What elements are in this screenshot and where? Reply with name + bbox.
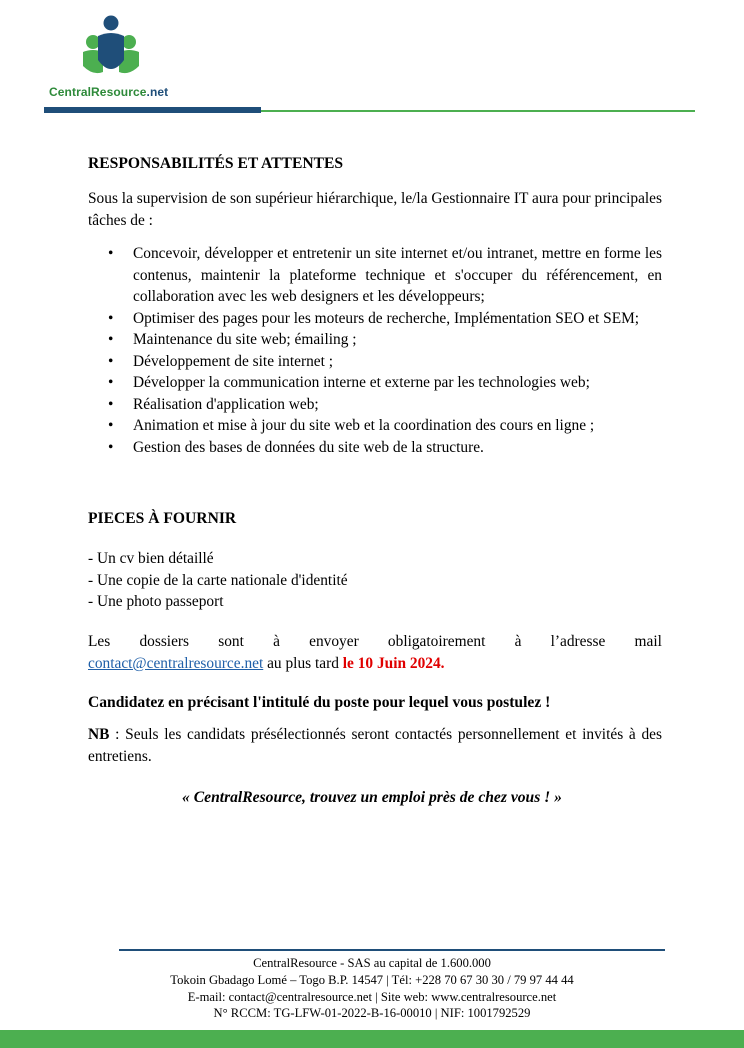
dossier-first-line <box>88 631 662 653</box>
list-item: • Développer la communication interne et externe par les technologies web; <box>88 372 662 394</box>
list-item: - Une photo passeport <box>88 593 224 610</box>
dossier-word: Les <box>88 633 111 650</box>
list-item: • Optimiser des pages pour les moteurs de recherche, Implémentation SEO et SEM; <box>88 308 662 330</box>
dossier-word: obligatoirement <box>387 633 486 650</box>
dossier-word: sont <box>218 633 244 650</box>
task-list <box>88 243 662 458</box>
dossier-word: l’adresse <box>550 633 606 650</box>
dossier-word: envoyer <box>309 633 359 650</box>
dossier-word: mail <box>634 633 662 650</box>
footer-bar-green <box>0 1030 744 1048</box>
section-title-pieces: PIECES À FOURNIR <box>88 510 237 527</box>
brand-name <box>49 85 168 99</box>
footer-registration: N° RCCM: TG-LFW-01-2022-B-16-00010 | NIF: 1001792529 <box>213 1006 531 1021</box>
company-logo-icon <box>76 14 146 84</box>
section-intro: Sous la supervision de son supérieur hiérarchique, le/la Gestionnaire IT aura pour principales tâches de : <box>88 190 662 229</box>
list-item: • Maintenance du site web; émailing ; <box>88 329 662 351</box>
header-bar-green <box>261 110 695 112</box>
nb-label: NB <box>88 726 110 743</box>
list-item: - Une copie de la carte nationale d'identité <box>88 571 348 589</box>
brand-name-suffix: .net <box>146 85 169 99</box>
dossier-word: dossiers <box>139 633 190 650</box>
contact-email-link[interactable]: contact@centralresource.net <box>88 654 264 672</box>
list-item: • Gestion des bases de données du site web de la structure. <box>88 437 662 459</box>
list-item: • Réalisation d'application web; <box>88 394 662 416</box>
list-item: • Concevoir, développer et entretenir un site internet et/ou intranet, mettre en forme les contenus, maintenir la plateforme technique et s'occuper du référencement, en collaboration avec les web designers et les développeurs; <box>88 243 662 308</box>
header-bar-blue <box>44 107 261 113</box>
dossier-word: à <box>514 633 522 650</box>
list-item: - Un cv bien détaillé <box>88 550 214 567</box>
call-to-action: Candidatez en précisant l'intitulé du poste pour lequel vous postulez ! <box>88 694 551 711</box>
deadline-date: le 10 Juin 2024. <box>342 654 445 672</box>
deadline-prefix: au plus tard <box>263 654 343 672</box>
nb-paragraph <box>88 724 662 767</box>
footer-company: CentralResource - SAS au capital de 1.600.000 <box>253 956 491 970</box>
footer-divider <box>119 949 665 951</box>
brand-name-main: CentralResource <box>49 85 147 99</box>
dossier-second-line <box>88 653 662 675</box>
documents-list <box>88 548 348 613</box>
section-title-responsabilites: RESPONSABILITÉS ET ATTENTES <box>88 155 344 172</box>
list-item: • Animation et mise à jour du site web et la coordination des cours en ligne ; <box>88 415 662 437</box>
slogan: « CentralResource, trouvez un emploi près de chez vous ! » <box>182 789 562 806</box>
footer-contact: E-mail: contact@centralresource.net | Site web: www.centralresource.net <box>187 989 557 1004</box>
dossier-word: à <box>273 633 280 650</box>
footer <box>0 955 744 1022</box>
list-item: • Développement de site internet ; <box>88 351 662 373</box>
footer-address: Tokoin Gbadago Lomé – Togo B.P. 14547 | Tél: +228 70 67 30 30 / 79 97 44 44 <box>170 972 574 987</box>
dossier-paragraph <box>88 631 662 674</box>
nb-text: : Seuls les candidats présélectionnés seront contactés personnellement et invités à des entretiens. <box>88 726 662 765</box>
